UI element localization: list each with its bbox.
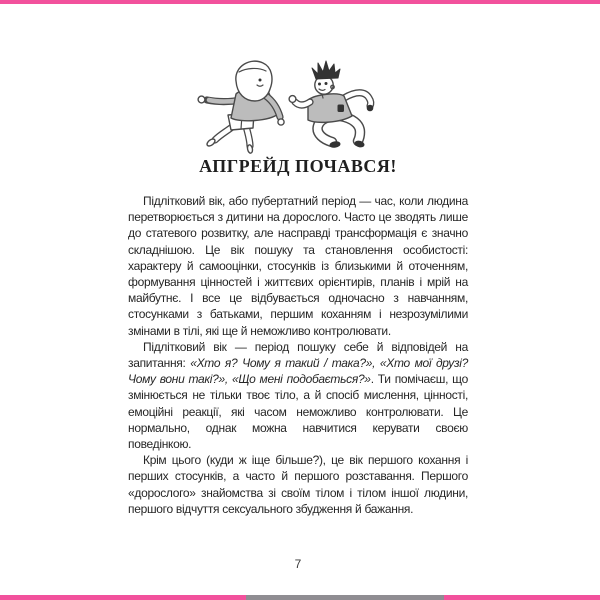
- bottom-pink-border: [0, 595, 600, 600]
- paragraph: [128, 339, 468, 452]
- text-run: . Ти помічаєш, що змінюється не тільки твоє тіло, а й спосіб мислення, цінності, емоційні реакції, які часом неможливо контролювати. Це нормально, однак можна навчитися керувати своєю поведінкою.: [128, 372, 468, 452]
- boy-dancing-figure: [289, 61, 373, 148]
- paragraph: [128, 452, 468, 517]
- page-number: 7: [294, 557, 302, 571]
- body-text: [128, 193, 468, 517]
- italic-quote-run: «Хто я? Чому я такий / така?», «Хто мої друзі? Чому вони такі?», «Що мені подобається?»: [128, 356, 468, 387]
- two-dancing-teens-illustration: [190, 53, 390, 155]
- text-run: Підлітковий вік, або пубертатний період — час, коли людина перетворюється з дитини на дорослого. Часто це зводять лише до статевого розвитку, але насправді трансформація є значно складнішою. Це вік пошуку та становлення особистості: характеру й самооцінки, стосунків із близькими й оточенням, формування цінностей і життєвих орієнтирів, планів і мрій на майбутнє. І все це відбувається одночасно з навчанням, стосунками з батьками, першим коханням і незрозумілими змінами в тілі, які ще й неможливо контролювати.: [128, 194, 468, 338]
- girl-dancing-figure: [198, 61, 284, 153]
- chapter-title: АПГРЕЙД ПОЧАВСЯ!: [199, 156, 397, 176]
- paragraph: [128, 193, 468, 339]
- text-run: Підлітковий вік — період пошуку себе й відповідей на запитання:: [128, 339, 468, 371]
- border-segment: [0, 595, 246, 600]
- text-run: Крім цього (куди ж іще більше?), це вік першого кохання і перших стосунків, а часто й першого розставання. Першого «дорослого» знайомства зі своїм тілом і тілом іншої людини, першого відчуття сексуального збудження й бажання.: [128, 453, 468, 516]
- border-segment: [444, 595, 600, 600]
- border-segment: [246, 595, 444, 600]
- top-pink-border: [0, 0, 600, 4]
